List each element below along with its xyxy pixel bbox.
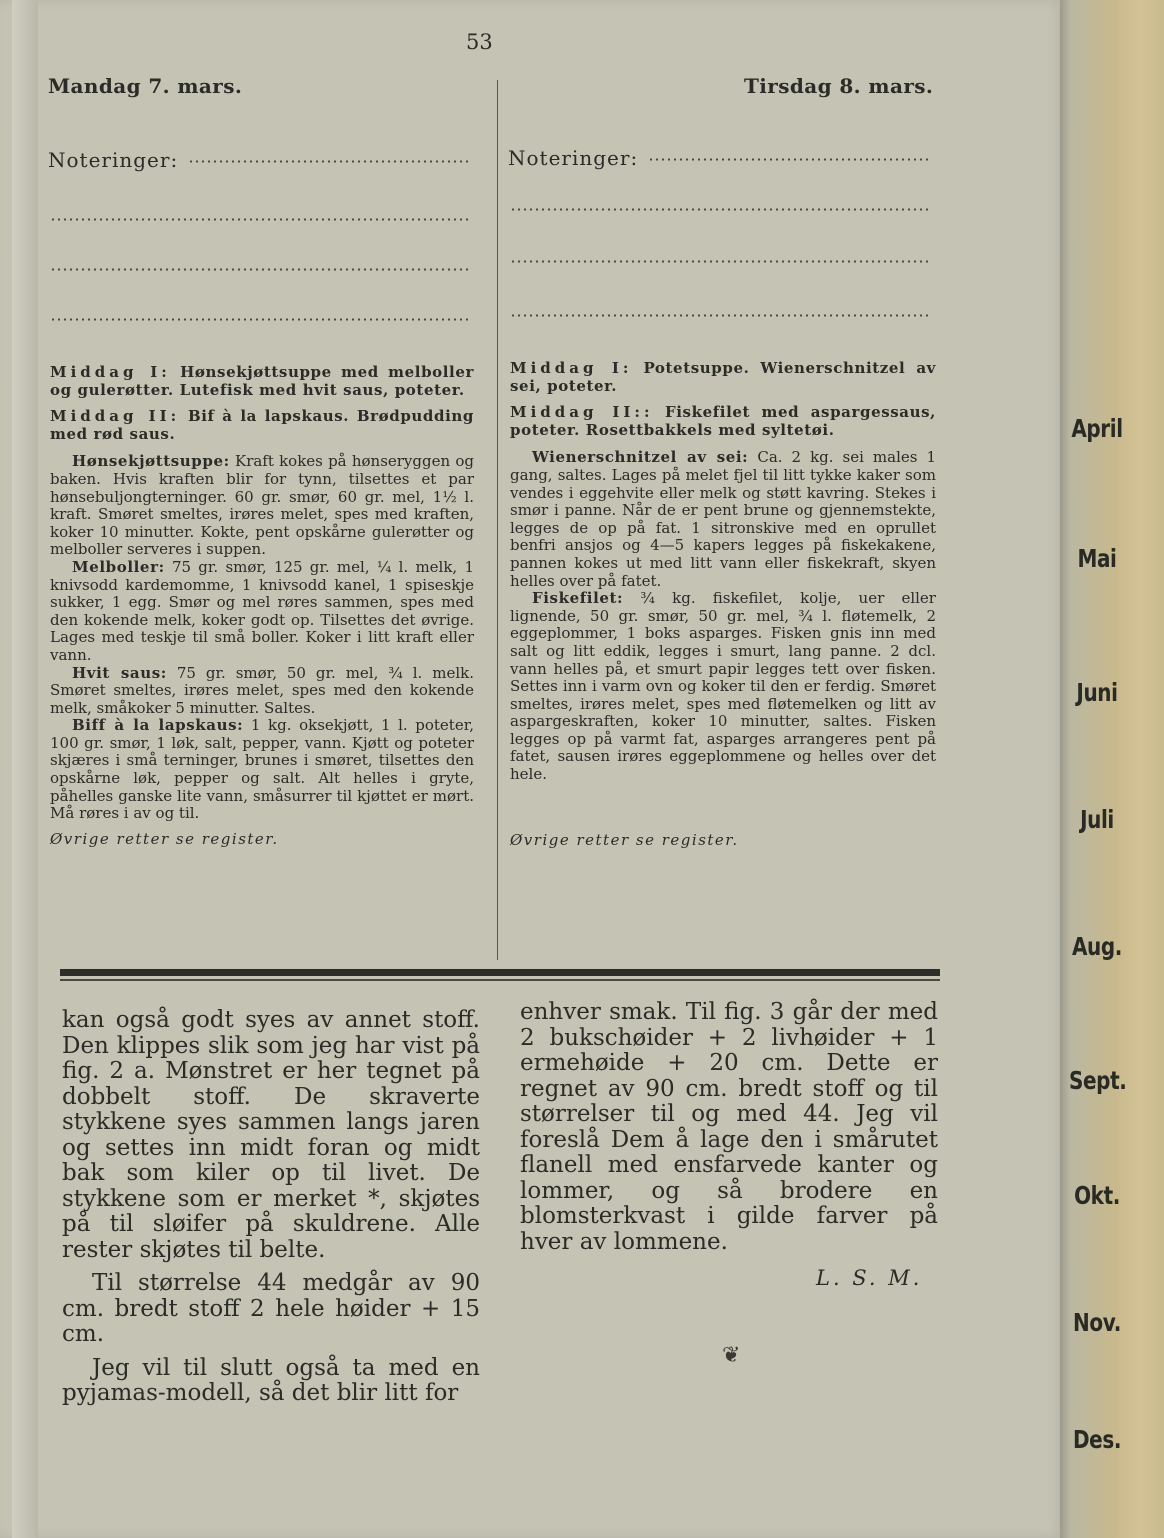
- notes-line: [510, 208, 930, 211]
- recipe: [50, 665, 474, 718]
- author-signature: L. S. M.: [816, 1266, 923, 1290]
- notes-line: [510, 314, 930, 317]
- day-heading-monday: Mandag 7. mars.: [48, 74, 243, 98]
- notes-line: [510, 260, 930, 263]
- recipe: [50, 559, 474, 665]
- notes-line: [188, 160, 470, 163]
- recipe-title: Hønsekjøttsuppe:: [72, 452, 230, 471]
- flower-ornament-icon: ❦: [722, 1343, 741, 1368]
- recipe-column-tuesday: [510, 360, 936, 849]
- recipe-text: Ca. 2 kg. sei males 1 gang, saltes. Lages på melet fjel til litt tykke kaker som vendes i eggehvite eller melk og støtt kavring. Stekes i smør i panne. Når de er pent brune og gjennemstekte, legges de op på fat. 1 sitronskive med en oprullet benfri ansjos og 4—5 kapers legges på fiskekakene, pannen kokes ut med litt vann eller fiskekraft, skyen helles over på fatet.: [510, 448, 936, 590]
- column-divider: [497, 80, 498, 960]
- article-paragraph: kan også godt syes av annet stoff. Den klippes slik som jeg har vist på fig. 2 a. Mønstret er her tegnet på dobbelt stoff. De skraverte stykkene syes sammen langs jaren og settes inn midt foran og midt bak som kiler op til livet. De stykkene som er merket *, skjøtes på til sløifer på skuldrene. Alle rester skjøtes til belte.: [62, 1007, 480, 1263]
- menu-text: Hønsekjøttsuppe med melboller og gulerøtter. Lutefisk med hvit saus, poteter.: [50, 363, 475, 399]
- section-rule: [60, 979, 940, 981]
- menu-label: Middag II::: [510, 403, 654, 422]
- notes-label-tuesday: Noteringer:: [508, 146, 639, 170]
- binding-edge: [12, 0, 38, 1538]
- menu-label: Middag II:: [50, 407, 181, 426]
- tab-mai[interactable]: Mai: [1077, 544, 1117, 573]
- tab-sept[interactable]: Sept.: [1069, 1066, 1127, 1095]
- tab-nov[interactable]: Nov.: [1073, 1308, 1121, 1337]
- recipe-text: Kraft kokes på hønseryggen og baken. Hvis kraften blir for tynn, tilsettes et par hønsebuljongterninger. 60 gr. smør, 60 gr. mel, 1½ l. kraft. Smøret smeltes, irøres melet, spes med kraften, koker 10 minutter. Kokte, pent opskårne gulerøtter og melboller serveres i suppen.: [50, 452, 474, 559]
- recipe: [510, 449, 936, 590]
- menu-label: Middag I:: [510, 359, 633, 377]
- tab-aug[interactable]: Aug.: [1071, 932, 1123, 961]
- menu-text: Potetsuppe. Wienerschnitzel av sei, poteter.: [510, 359, 936, 395]
- menu-1: [510, 360, 936, 395]
- other-dishes-note: Øvrige retter se register.: [50, 829, 279, 848]
- recipe-title: Biff à la lapskaus:: [72, 716, 244, 735]
- tab-juli[interactable]: Juli: [1080, 805, 1114, 834]
- tab-okt[interactable]: Okt.: [1074, 1181, 1120, 1210]
- article-column-left: [62, 1008, 480, 1407]
- recipe-title: Wienerschnitzel av sei:: [532, 448, 749, 467]
- article-paragraph: Til størrelse 44 medgår av 90 cm. bredt stoff 2 hele høider + 15 cm.: [62, 1270, 480, 1347]
- article-paragraph: Jeg vil til slutt også ta med en pyjamas-modell, så det blir litt for: [62, 1354, 480, 1406]
- section-rule: [60, 969, 940, 976]
- tab-juni[interactable]: Juni: [1076, 678, 1118, 707]
- recipe-title: Hvit saus:: [72, 663, 167, 682]
- recipe-title: Fiskefilet:: [532, 589, 624, 608]
- article-paragraph: enhver smak. Til fig. 3 går der med 2 bukschøider + 2 livhøider + 1 ermehøide + 20 cm. Dette er regnet av 90 cm. bredt stoff og til størrelser til og med 44. Jeg vil foreslå Dem å lage den i smårutet flanell med ensfarvede kanter og lommer, og så brodere en blomsterkvast i gilde farver på hver av lommene.: [520, 999, 938, 1255]
- notes-line: [50, 218, 470, 221]
- menu-2: [510, 404, 936, 439]
- recipe-column-monday: [50, 364, 474, 848]
- article-column-right: [520, 1000, 938, 1255]
- recipe-title: Melboller:: [72, 557, 165, 576]
- notes-label-monday: Noteringer:: [48, 148, 179, 172]
- recipe-text: 75 gr. smør, 125 gr. mel, ¼ l. melk, 1 knivsodd kardemomme, 1 knivsodd kanel, 1 spiseskje sukker, 1 egg. Smør og mel røres sammen, spes med den kokende melk, koker godt op. Tilsettes det øvrige. Lages med teskje til små boller. Koker i litt kraft eller vann.: [50, 557, 474, 664]
- notes-line: [648, 158, 930, 161]
- recipe: [50, 453, 474, 559]
- notes-line: [50, 268, 470, 271]
- day-heading-tuesday: Tirsdag 8. mars.: [744, 74, 934, 98]
- page-number: 53: [466, 30, 493, 54]
- recipe: [50, 717, 474, 823]
- recipe-text: ¾ kg. fiskefilet, kolje, uer eller lignende, 50 gr. smør, 50 gr. mel, ¾ l. fløtemelk, 2 eggeplommer, 1 boks asparges. Fisken gnis inn med salt og litt eddik, legges i smurt, lang panne. 2 dcl. vann helles på, et smurt papir legges tett over fisken. Settes inn i varm ovn og koker til den er ferdig. Smøret smeltes, irøres melet, spes med fløtemelken og litt av aspargeskraften, koker 10 minutter, saltes. Fisken legges op på varmt fat, asparges arrangeres pent på fatet, sausen irøres eggeplommene og helles over det hele.: [510, 589, 936, 784]
- recipe-text: 1 kg. oksekjøtt, 1 l. poteter, 100 gr. smør, 1 løk, salt, pepper, vann. Kjøtt og poteter skjæres i små terninger, brunes i smøret, tilsettes den opskårne løk, pepper og salt. Alt helles i gryte, påhelles ganske lite vann, småsurrer til kjøttet er mørt. Må røres i av og til.: [50, 716, 474, 823]
- recipe-text: 75 gr. smør, 50 gr. mel, ¾ l. melk. Smøret smeltes, irøres melet, spes med den kokende melk, småkoker 5 minutter. Saltes.: [50, 663, 474, 717]
- menu-1: [50, 364, 474, 399]
- tab-des[interactable]: Des.: [1072, 1425, 1122, 1454]
- menu-text: Bif à la lapskaus. Brødpudding med rød saus.: [50, 407, 474, 443]
- menu-2: [50, 408, 474, 443]
- notes-line: [50, 318, 470, 321]
- other-dishes-note: Øvrige retter se register.: [510, 830, 739, 849]
- recipe: [510, 590, 936, 784]
- menu-text: Fiskefilet med aspargessaus, poteter. Rosettbakkels med syltetøi.: [510, 403, 936, 439]
- tab-april[interactable]: April: [1071, 414, 1123, 443]
- menu-label: Middag I:: [50, 363, 171, 381]
